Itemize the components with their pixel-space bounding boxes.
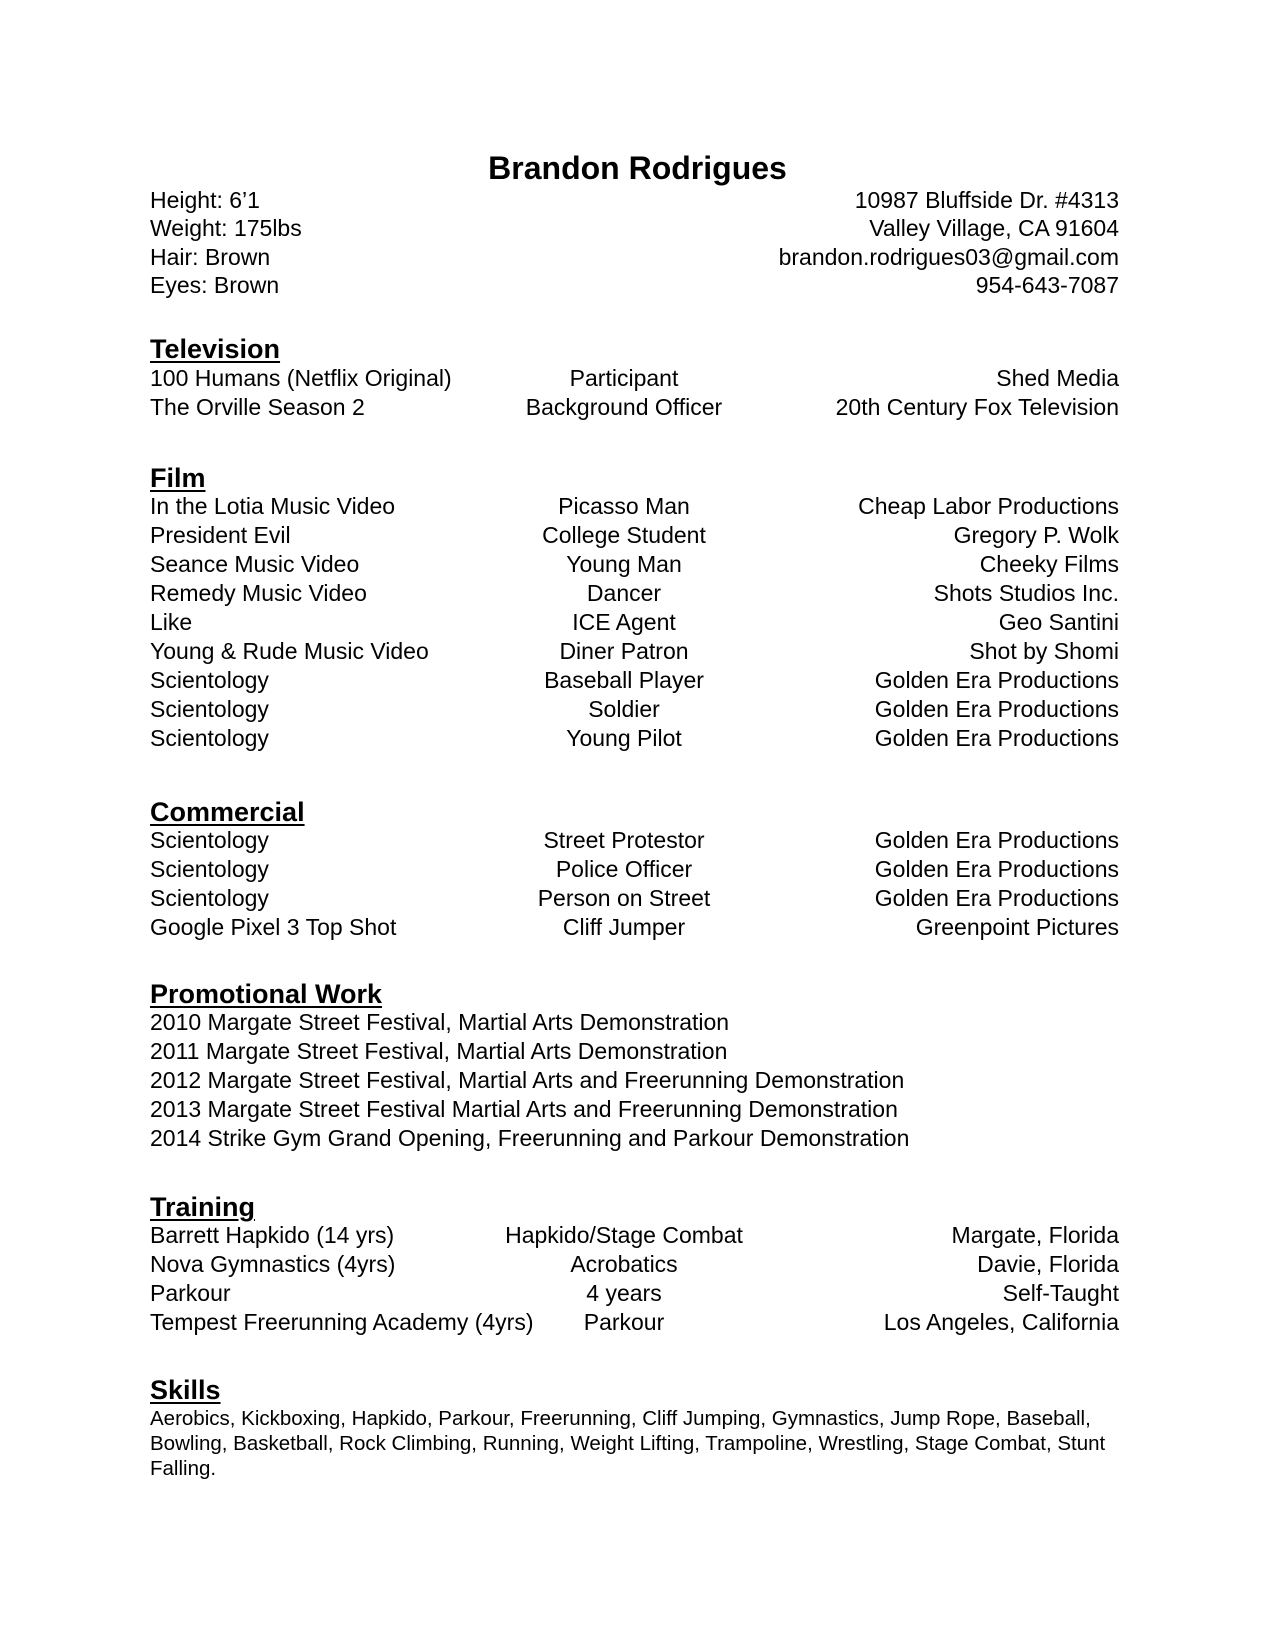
credit-title: 100 Humans (Netflix Original) xyxy=(150,365,452,391)
promo-item: 2011 Margate Street Festival, Martial Arts Demonstration xyxy=(150,1038,728,1064)
training-school: Tempest Freerunning Academy (4yrs) xyxy=(150,1309,534,1335)
credit-role: Young Pilot xyxy=(566,725,682,751)
credit-row xyxy=(150,550,1119,579)
credit-title: Scientology xyxy=(150,856,269,882)
stat-weight: Weight: 175lbs xyxy=(150,215,302,241)
training-discipline: 4 years xyxy=(586,1280,662,1306)
contact-city: Valley Village, CA 91604 xyxy=(869,215,1119,241)
credit-company: Golden Era Productions xyxy=(874,696,1119,722)
credit-title: Scientology xyxy=(150,725,269,751)
credit-row xyxy=(150,884,1119,913)
credit-row xyxy=(150,666,1119,695)
credit-company: Geo Santini xyxy=(998,609,1119,635)
credit-row xyxy=(150,364,1119,393)
credit-role: Dancer xyxy=(586,580,662,606)
credit-title: In the Lotia Music Video xyxy=(150,493,396,519)
section-heading-television: Television xyxy=(150,334,281,364)
section-heading-training: Training xyxy=(150,1192,256,1222)
credit-role: Background Officer xyxy=(525,394,723,420)
training-location: Los Angeles, California xyxy=(883,1309,1119,1335)
credit-company: Gregory P. Wolk xyxy=(953,522,1119,548)
credit-company: Golden Era Productions xyxy=(874,827,1119,853)
credit-row xyxy=(150,913,1119,942)
credit-role: Picasso Man xyxy=(558,493,690,519)
credit-company: Golden Era Productions xyxy=(874,856,1119,882)
credit-company: Golden Era Productions xyxy=(874,667,1119,693)
promo-item: 2010 Margate Street Festival, Martial Arts Demonstration xyxy=(150,1009,730,1035)
credit-title: Young & Rude Music Video xyxy=(150,638,429,664)
training-discipline: Acrobatics xyxy=(570,1251,678,1277)
training-row xyxy=(150,1308,1119,1337)
credit-row xyxy=(150,724,1119,753)
credit-row xyxy=(150,393,1119,422)
credit-role: Street Protestor xyxy=(543,827,705,853)
credit-company: Greenpoint Pictures xyxy=(915,914,1119,940)
credit-role: Young Man xyxy=(566,551,682,577)
credit-row xyxy=(150,608,1119,637)
training-row xyxy=(150,1279,1119,1308)
credit-role: Police Officer xyxy=(555,856,693,882)
stat-hair: Hair: Brown xyxy=(150,244,271,270)
credit-company: Golden Era Productions xyxy=(874,725,1119,751)
stat-eyes: Eyes: Brown xyxy=(150,272,280,298)
credit-company: Shots Studios Inc. xyxy=(933,580,1119,606)
section-heading-skills: Skills xyxy=(150,1375,221,1405)
training-location: Margate, Florida xyxy=(951,1222,1119,1248)
training-discipline: Parkour xyxy=(583,1309,665,1335)
section-heading-film: Film xyxy=(150,463,206,493)
training-row xyxy=(150,1221,1119,1250)
credit-row xyxy=(150,855,1119,884)
credit-title: The Orville Season 2 xyxy=(150,394,365,420)
credit-role: ICE Agent xyxy=(572,609,676,635)
credit-row xyxy=(150,637,1119,666)
training-location: Davie, Florida xyxy=(977,1251,1119,1277)
credit-title: Scientology xyxy=(150,827,269,853)
credit-role: College Student xyxy=(542,522,706,548)
credit-company: Shot by Shomi xyxy=(969,638,1119,664)
training-school: Parkour xyxy=(150,1280,231,1306)
skills-text: Aerobics, Kickboxing, Hapkido, Parkour, Freerunning, Cliff Jumping, Gymnastics, Jump Rope, Baseball, Bowling, Basketball, Rock Climbing, Running, Weight Lifting, Trampoline, Wrestling, Stage Combat, Stunt Falling. xyxy=(150,1407,1106,1480)
credit-row xyxy=(150,695,1119,724)
credit-title: President Evil xyxy=(150,522,291,548)
training-row xyxy=(150,1250,1119,1279)
credit-role: Diner Patron xyxy=(559,638,689,664)
training-school: Barrett Hapkido (14 yrs) xyxy=(150,1222,395,1248)
credit-title: Scientology xyxy=(150,667,269,693)
credit-row xyxy=(150,826,1119,855)
credit-title: Scientology xyxy=(150,885,269,911)
credit-company: Golden Era Productions xyxy=(874,885,1119,911)
section-heading-promotional: Promotional Work xyxy=(150,979,383,1009)
contact-address: 10987 Bluffside Dr. #4313 xyxy=(854,187,1119,213)
credit-company: Shed Media xyxy=(996,365,1119,391)
credit-role: Person on Street xyxy=(537,885,711,911)
credit-role: Participant xyxy=(569,365,679,391)
promo-item: 2012 Margate Street Festival, Martial Arts and Freerunning Demonstration xyxy=(150,1067,905,1093)
section-heading-commercial: Commercial xyxy=(150,797,305,827)
credit-company: 20th Century Fox Television xyxy=(835,394,1119,420)
credit-title: Like xyxy=(150,609,193,635)
credit-role: Cliff Jumper xyxy=(562,914,686,940)
credit-title: Seance Music Video xyxy=(150,551,360,577)
contact-phone: 954-643-7087 xyxy=(975,272,1119,298)
stat-height: Height: 6’1 xyxy=(150,187,260,213)
credit-row xyxy=(150,579,1119,608)
credit-company: Cheeky Films xyxy=(979,551,1119,577)
credit-title: Google Pixel 3 Top Shot xyxy=(150,914,397,940)
credit-row xyxy=(150,492,1119,521)
promo-item: 2014 Strike Gym Grand Opening, Freerunning and Parkour Demonstration xyxy=(150,1125,910,1151)
credit-role: Soldier xyxy=(588,696,660,722)
training-location: Self-Taught xyxy=(1002,1280,1119,1306)
credit-company: Cheap Labor Productions xyxy=(858,493,1119,519)
credit-row xyxy=(150,521,1119,550)
credit-title: Scientology xyxy=(150,696,269,722)
training-discipline: Hapkido/Stage Combat xyxy=(505,1222,743,1248)
credit-role: Baseball Player xyxy=(544,667,704,693)
resume-name: Brandon Rodrigues xyxy=(488,150,787,186)
promo-item: 2013 Margate Street Festival Martial Arts and Freerunning Demonstration xyxy=(150,1096,898,1122)
training-school: Nova Gymnastics (4yrs) xyxy=(150,1251,396,1277)
contact-email: brandon.rodrigues03@gmail.com xyxy=(778,244,1119,270)
credit-title: Remedy Music Video xyxy=(150,580,367,606)
